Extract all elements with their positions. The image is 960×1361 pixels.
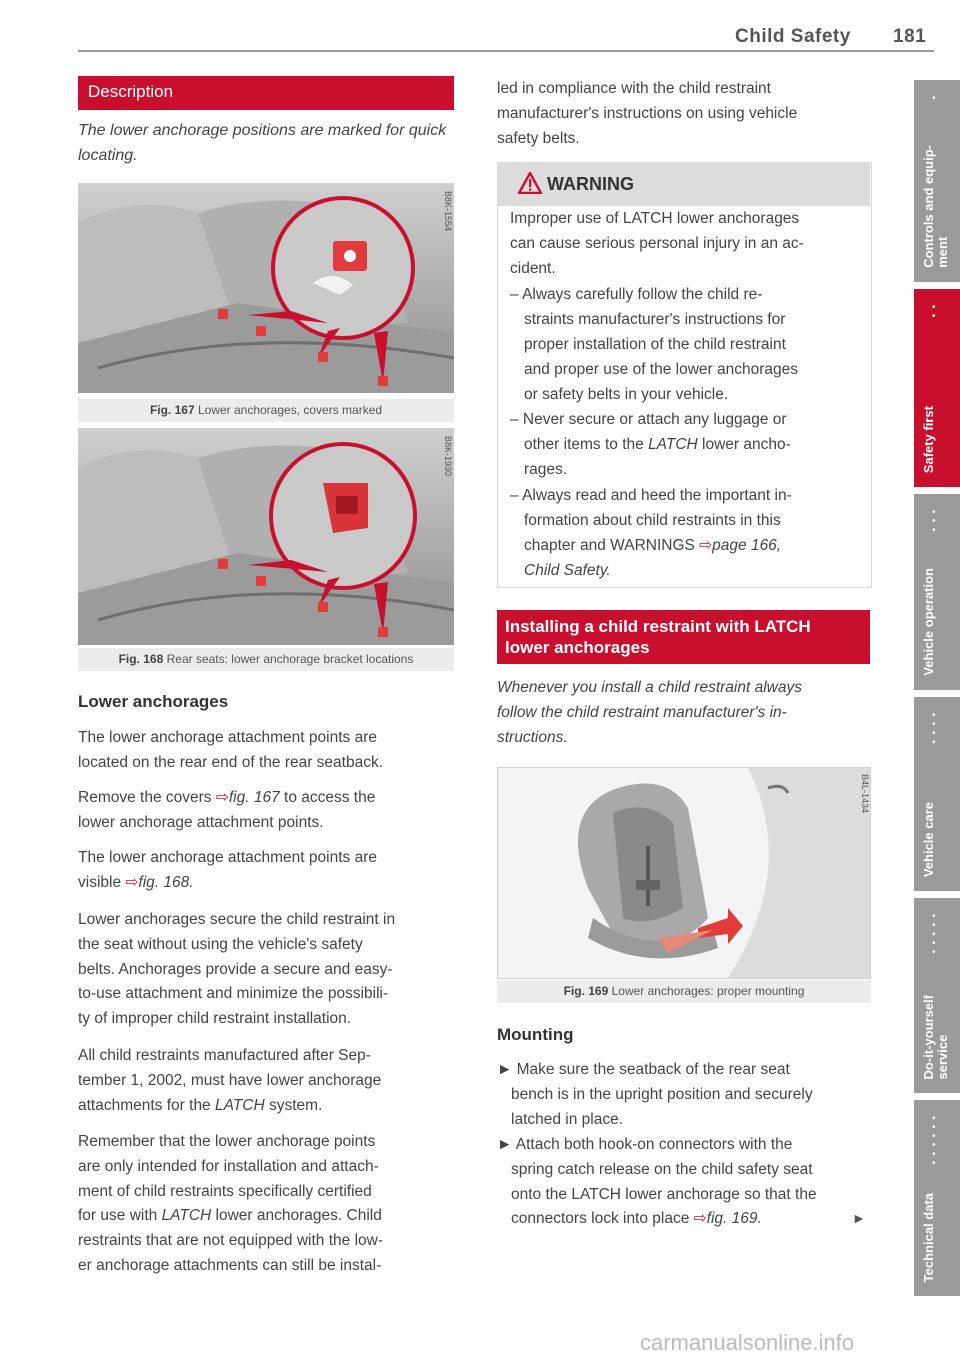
tab-label: Controls and equip- ment	[921, 145, 950, 268]
tab-dots-icon: • •	[932, 302, 936, 322]
lower-anchorages-paragraph-3: The lower anchorage attachment points are visible ⇨fig. 168.	[78, 849, 377, 891]
figure-168-caption-text: Rear seats: lower anchorage bracket locations	[166, 652, 414, 666]
warning-bullet-2: – Never secure or attach any luggage or other items to the LATCH lower ancho- rages.	[510, 411, 791, 478]
page-number: 181	[893, 26, 927, 47]
installing-intro: Whenever you install a child restraint always follow the child restraint manufacturer's in- structions.	[497, 679, 802, 746]
tab-vehicle-care[interactable]	[914, 697, 960, 891]
running-title: Child Safety	[735, 26, 851, 47]
description-intro: The lower anchorage positions are marked for quick locating.	[78, 122, 447, 164]
figure-169-image	[497, 767, 871, 979]
warning-triangle-icon	[518, 172, 542, 194]
figure-169-code: B4L-1434	[860, 774, 870, 814]
tab-technical-data[interactable]	[914, 1100, 960, 1296]
figure-167-code: B8K-1554	[443, 191, 453, 232]
warning-intro: Improper use of LATCH lower anchorages can cause serious personal injury in an ac- cident.	[510, 210, 804, 277]
lower-anchorages-paragraph-6: Remember that the lower anchorage points are only intended for installation and attach- ment of child restraints specifically certified for use with LATCH lower anchorages. Child restraints that are not equipped with the low- er anchorage attachments can still be instal-	[78, 1133, 384, 1274]
figure-168-code: B8K-1930	[443, 436, 453, 477]
tab-controls-and-equipment[interactable]	[914, 80, 960, 282]
tab-dots-icon: • • • • • •	[932, 1113, 936, 1169]
fig-168-link[interactable]: fig. 168.	[138, 873, 194, 891]
tab-do-it-yourself-service[interactable]	[914, 898, 960, 1093]
lower-anchorages-heading: Lower anchorages	[78, 692, 229, 711]
tab-label: Safety first	[921, 405, 936, 473]
fig-169-link[interactable]: fig. 169.	[706, 1210, 762, 1228]
header-rule	[78, 50, 934, 52]
lower-anchorages-paragraph-2: Remove the covers ⇨fig. 167 to access the lower anchorage attachment points.	[78, 789, 376, 831]
page-166-link[interactable]: page 166,	[712, 537, 782, 554]
lower-anchorages-paragraph-1: The lower anchorage attachment points are located on the rear end of the rear seatback.	[78, 729, 384, 771]
tab-label: Vehicle care	[921, 801, 936, 877]
tab-dots-icon: • • • • •	[932, 911, 936, 958]
installing-heading-bar	[497, 610, 870, 664]
figure-169-label: Fig. 169	[563, 984, 609, 998]
lower-anchorages-paragraph-4: Lower anchorages secure the child restraint in the seat without using the vehicle's safety belts. Anchorages provide a secure and easy- to-use attachment and minimize the possibili- ty of improper child restraint installation.	[78, 911, 396, 1028]
tab-safety-first[interactable]	[914, 289, 960, 487]
mounting-step-2: ► Attach both hook-on connectors with the spring catch release on the child safety seat onto the LATCH lower anchorage so that the connectors lock into place ⇨fig. 169.	[497, 1136, 817, 1228]
fig-167-link[interactable]: fig. 167	[228, 789, 280, 806]
figure-169-caption-text: Lower anchorages: proper mounting	[611, 984, 805, 998]
tab-vehicle-operation[interactable]	[914, 494, 960, 690]
tab-dots-icon: • • •	[932, 507, 936, 536]
installing-heading: Installing a child restraint with LATCH lower anchorages	[505, 617, 811, 657]
figure-169-caption	[497, 980, 871, 1003]
tab-dots-icon: • • • •	[932, 710, 936, 748]
warning-title: WARNING	[547, 174, 634, 194]
continued-paragraph: led in compliance with the child restraint manufacturer's instructions on using vehicle safety belts.	[497, 80, 798, 147]
reference-arrow-icon: ⇨	[699, 537, 713, 554]
continue-arrow-icon: ►	[852, 1210, 866, 1226]
figure-167-image	[78, 183, 454, 393]
figure-167-label: Fig. 167	[149, 403, 195, 417]
figure-168-caption	[78, 648, 454, 671]
figure-168-image	[78, 428, 454, 645]
reference-arrow-icon: ⇨	[125, 873, 139, 891]
lower-anchorages-paragraph-5: All child restraints manufactured after Sep- tember 1, 2002, must have lower anchorage attachments for the LATCH system.	[78, 1047, 382, 1114]
tab-label: Vehicle operation	[921, 568, 936, 676]
mounting-heading: Mounting	[497, 1025, 574, 1044]
description-heading-bar	[78, 76, 454, 110]
watermark: carmanualsonline.info	[640, 1330, 855, 1355]
figure-167-caption	[78, 399, 454, 422]
figure-167-caption-text: Lower anchorages, covers marked	[197, 403, 383, 417]
reference-arrow-icon: ⇨	[693, 1210, 707, 1228]
warning-bullet-3: – Always read and heed the important in- formation about child restraints in this chapter and WARNINGS ⇨page 166, Child Safety.	[510, 487, 792, 579]
warning-bullet-1: – Always carefully follow the child re- straints manufacturer's instructions for proper installation of the child restraint and proper use of the lower anchorages or safety belts in your vehicle.	[510, 286, 799, 403]
tab-label: Do-it-yourself service	[921, 994, 950, 1079]
reference-arrow-icon: ⇨	[215, 789, 229, 806]
mounting-step-1: ► Make sure the seatback of the rear seat bench is in the upright position and securely latched in place.	[497, 1061, 813, 1128]
figure-168-label: Fig. 168	[118, 652, 164, 666]
description-heading: Description	[88, 82, 174, 101]
tab-dots-icon: •	[932, 93, 936, 104]
tab-label: Technical data	[921, 1192, 936, 1282]
